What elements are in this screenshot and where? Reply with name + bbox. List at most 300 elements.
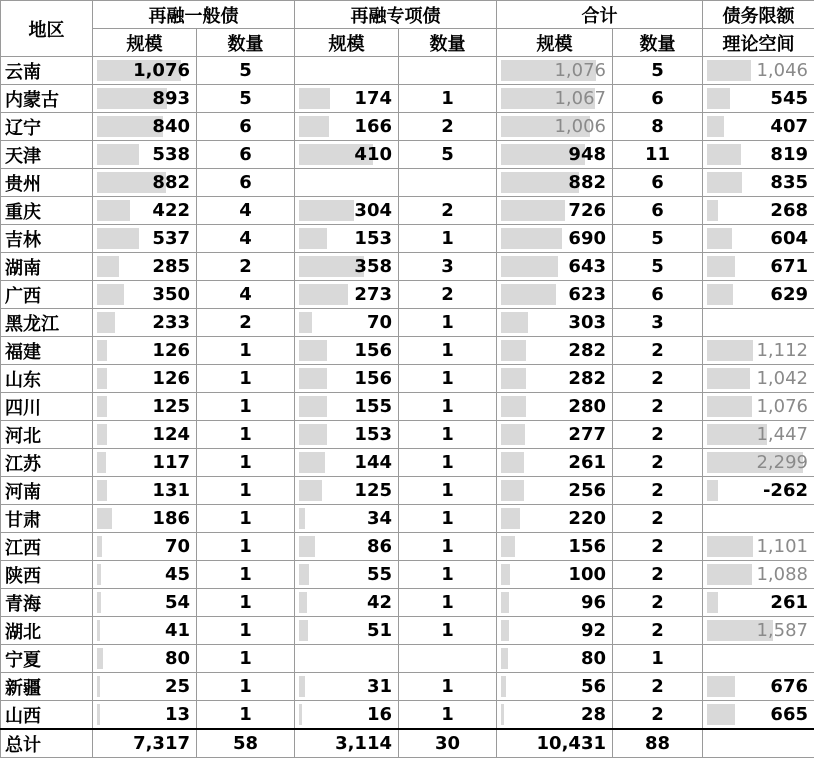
special-scale-cell — [295, 57, 399, 85]
space-value: 604 — [770, 228, 808, 249]
total-scale-cell — [497, 393, 613, 421]
special-scale-bar — [299, 704, 302, 725]
general-count-cell: 6 — [197, 113, 295, 141]
total-scale-cell — [497, 701, 613, 730]
space-bar — [707, 676, 735, 697]
total-scale-cell — [497, 645, 613, 673]
special-scale-value: 51 — [366, 620, 392, 641]
space-cell — [703, 309, 814, 337]
total-scale-cell — [497, 589, 613, 617]
space-value: 1,076 — [756, 396, 808, 417]
space-bar — [707, 60, 751, 81]
region-cell: 吉林 — [1, 225, 93, 253]
general-scale-bar — [97, 396, 107, 417]
total-scale-bar — [501, 312, 528, 333]
special-scale-cell — [295, 449, 399, 477]
total-scale-bar — [501, 592, 509, 613]
special-scale-cell — [295, 505, 399, 533]
special-scale-cell — [295, 533, 399, 561]
general-count-cell: 1 — [197, 365, 295, 393]
header-space-line1: 债务限额 — [703, 1, 814, 29]
total-scale-cell — [497, 505, 613, 533]
total-scale-cell — [497, 449, 613, 477]
space-value: 545 — [770, 88, 808, 109]
general-scale-bar — [97, 676, 100, 697]
general-scale-cell — [93, 281, 197, 309]
table-row — [1, 141, 814, 169]
total-scale-cell — [497, 309, 613, 337]
region-cell: 新疆 — [1, 673, 93, 701]
general-scale-value: 54 — [164, 592, 190, 613]
total-count-cell: 2 — [613, 589, 703, 617]
special-scale-value: 156 — [354, 368, 392, 389]
special-count-cell — [399, 645, 497, 673]
general-scale-cell — [93, 449, 197, 477]
total-scale-value: 1,067 — [554, 88, 606, 109]
general-scale-cell — [93, 421, 197, 449]
special-scale-bar — [299, 480, 322, 501]
special-scale-bar — [299, 312, 312, 333]
total-scale-cell — [497, 281, 613, 309]
special-count-cell: 1 — [399, 393, 497, 421]
general-scale-bar — [97, 620, 100, 641]
table-row — [1, 281, 814, 309]
header-special-count: 数量 — [399, 29, 497, 57]
general-count-cell: 5 — [197, 57, 295, 85]
space-bar — [707, 592, 718, 613]
general-scale-bar — [97, 256, 119, 277]
total-scale-cell — [497, 337, 613, 365]
space-cell — [703, 645, 814, 673]
general-scale-cell — [93, 113, 197, 141]
general-scale-cell — [93, 141, 197, 169]
general-scale-cell — [93, 85, 197, 113]
total-scale-cell — [497, 561, 613, 589]
region-cell: 山西 — [1, 701, 93, 730]
space-cell — [703, 57, 814, 85]
total-scale-value: 100 — [568, 564, 606, 585]
general-scale-value: 126 — [152, 340, 190, 361]
space-bar — [707, 704, 735, 725]
table-row — [1, 505, 814, 533]
region-cell: 内蒙古 — [1, 85, 93, 113]
region-cell: 广西 — [1, 281, 93, 309]
table-row — [1, 225, 814, 253]
general-scale-value: 25 — [164, 676, 190, 697]
total-special-scale: 3,114 — [295, 729, 399, 758]
total-count-cell: 5 — [613, 57, 703, 85]
general-scale-bar — [97, 704, 100, 725]
general-scale-value: 125 — [152, 396, 190, 417]
general-count-cell: 4 — [197, 197, 295, 225]
space-cell — [703, 197, 814, 225]
general-scale-value: 13 — [164, 704, 190, 725]
total-scale-value: 1,006 — [554, 116, 606, 137]
special-scale-cell — [295, 365, 399, 393]
special-scale-value: 31 — [366, 676, 392, 697]
general-count-cell: 1 — [197, 589, 295, 617]
table-row — [1, 197, 814, 225]
general-scale-cell — [93, 225, 197, 253]
total-count-cell: 11 — [613, 141, 703, 169]
total-scale-cell — [497, 617, 613, 645]
general-scale-cell — [93, 309, 197, 337]
space-value: 819 — [770, 144, 808, 165]
space-cell — [703, 701, 814, 730]
special-count-cell: 1 — [399, 533, 497, 561]
special-scale-bar — [299, 340, 327, 361]
space-value: 835 — [770, 172, 808, 193]
total-scale-value: 156 — [568, 536, 606, 557]
total-scale-value: 80 — [580, 648, 606, 669]
total-count-cell: 6 — [613, 281, 703, 309]
general-scale-bar — [97, 508, 112, 529]
space-bar — [707, 536, 753, 557]
general-count-cell: 6 — [197, 141, 295, 169]
space-value: 261 — [770, 592, 808, 613]
total-scale-value: 690 — [568, 228, 606, 249]
space-value: 268 — [770, 200, 808, 221]
general-count-cell: 2 — [197, 253, 295, 281]
total-scale-cell — [497, 253, 613, 281]
header-general-scale: 规模 — [93, 29, 197, 57]
special-scale-value: 358 — [354, 256, 392, 277]
special-scale-cell — [295, 85, 399, 113]
region-cell: 陕西 — [1, 561, 93, 589]
special-scale-bar — [299, 116, 329, 137]
space-cell — [703, 449, 814, 477]
general-count-cell: 1 — [197, 505, 295, 533]
space-cell — [703, 505, 814, 533]
total-scale-value: 623 — [568, 284, 606, 305]
total-scale-cell — [497, 477, 613, 505]
space-bar — [707, 256, 735, 277]
total-scale-bar — [501, 620, 509, 641]
table-row — [1, 253, 814, 281]
table-row — [1, 477, 814, 505]
total-count-cell: 1 — [613, 645, 703, 673]
table-row — [1, 617, 814, 645]
region-cell: 天津 — [1, 141, 93, 169]
total-scale-bar — [501, 396, 526, 417]
total-count-cell: 3 — [613, 309, 703, 337]
total-special-count: 30 — [399, 729, 497, 758]
space-bar — [707, 228, 732, 249]
special-scale-cell — [295, 589, 399, 617]
general-scale-value: 350 — [152, 284, 190, 305]
special-count-cell: 1 — [399, 701, 497, 730]
general-scale-value: 80 — [164, 648, 190, 669]
total-scale-value: 277 — [568, 424, 606, 445]
space-cell — [703, 337, 814, 365]
general-scale-value: 840 — [152, 116, 190, 137]
region-cell: 宁夏 — [1, 645, 93, 673]
total-scale-value: 220 — [568, 508, 606, 529]
total-scale-bar — [501, 452, 524, 473]
special-scale-bar — [299, 564, 309, 585]
special-count-cell: 1 — [399, 561, 497, 589]
total-scale-cell — [497, 57, 613, 85]
header-general-count: 数量 — [197, 29, 295, 57]
total-scale-bar — [501, 648, 508, 669]
total-total-count: 88 — [613, 729, 703, 758]
special-scale-value: 70 — [366, 312, 392, 333]
table-row — [1, 589, 814, 617]
space-bar — [707, 200, 718, 221]
special-count-cell: 1 — [399, 421, 497, 449]
general-count-cell: 2 — [197, 309, 295, 337]
space-cell — [703, 589, 814, 617]
region-cell: 黑龙江 — [1, 309, 93, 337]
special-scale-cell — [295, 673, 399, 701]
total-count-cell: 2 — [613, 365, 703, 393]
general-scale-bar — [97, 480, 107, 501]
special-scale-cell — [295, 337, 399, 365]
region-cell: 山东 — [1, 365, 93, 393]
region-cell: 青海 — [1, 589, 93, 617]
table-row — [1, 365, 814, 393]
general-scale-cell — [93, 197, 197, 225]
general-count-cell: 1 — [197, 337, 295, 365]
total-count-cell: 2 — [613, 561, 703, 589]
general-count-cell: 4 — [197, 281, 295, 309]
total-scale-bar — [501, 480, 524, 501]
general-count-cell: 1 — [197, 617, 295, 645]
special-scale-value: 273 — [354, 284, 392, 305]
space-cell — [703, 477, 814, 505]
general-scale-bar — [97, 144, 139, 165]
table-body — [1, 57, 814, 730]
general-scale-cell — [93, 169, 197, 197]
special-scale-value: 304 — [354, 200, 392, 221]
space-bar — [707, 172, 742, 193]
total-scale-value: 882 — [568, 172, 606, 193]
general-scale-bar — [97, 452, 106, 473]
table-row — [1, 561, 814, 589]
special-count-cell: 2 — [399, 281, 497, 309]
total-general-count: 58 — [197, 729, 295, 758]
special-scale-value: 34 — [366, 508, 392, 529]
header-space-line2: 理论空间 — [703, 29, 814, 57]
general-scale-cell — [93, 533, 197, 561]
region-cell: 云南 — [1, 57, 93, 85]
special-scale-bar — [299, 200, 354, 221]
total-count-cell: 2 — [613, 673, 703, 701]
region-cell: 河南 — [1, 477, 93, 505]
space-value: 671 — [770, 256, 808, 277]
total-count-cell: 2 — [613, 477, 703, 505]
general-count-cell: 5 — [197, 85, 295, 113]
special-scale-cell — [295, 393, 399, 421]
special-count-cell: 1 — [399, 309, 497, 337]
special-count-cell: 2 — [399, 197, 497, 225]
general-scale-value: 233 — [152, 312, 190, 333]
space-cell — [703, 393, 814, 421]
special-count-cell: 1 — [399, 337, 497, 365]
general-count-cell: 1 — [197, 701, 295, 730]
general-count-cell: 6 — [197, 169, 295, 197]
header-general: 再融一般债 — [93, 1, 295, 29]
space-cell — [703, 673, 814, 701]
general-scale-value: 45 — [164, 564, 190, 585]
total-count-cell: 2 — [613, 393, 703, 421]
space-bar — [707, 116, 724, 137]
total-count-cell: 6 — [613, 169, 703, 197]
general-scale-value: 422 — [152, 200, 190, 221]
special-scale-cell — [295, 617, 399, 645]
space-bar — [707, 144, 741, 165]
total-count-cell: 8 — [613, 113, 703, 141]
general-scale-bar — [97, 368, 107, 389]
general-scale-bar — [97, 564, 101, 585]
total-scale-value: 303 — [568, 312, 606, 333]
special-scale-value: 410 — [354, 144, 392, 165]
special-scale-cell — [295, 225, 399, 253]
special-scale-bar — [299, 88, 330, 109]
special-count-cell: 1 — [399, 617, 497, 645]
special-count-cell: 1 — [399, 505, 497, 533]
general-scale-bar — [97, 648, 103, 669]
space-value: 1,112 — [756, 340, 808, 361]
general-scale-bar — [97, 424, 107, 445]
space-cell — [703, 225, 814, 253]
special-scale-cell — [295, 113, 399, 141]
special-count-cell: 1 — [399, 225, 497, 253]
special-scale-bar — [299, 676, 305, 697]
region-cell: 河北 — [1, 421, 93, 449]
table-row — [1, 309, 814, 337]
total-label: 总计 — [1, 729, 93, 758]
special-scale-cell — [295, 421, 399, 449]
region-cell: 江西 — [1, 533, 93, 561]
region-cell: 四川 — [1, 393, 93, 421]
special-count-cell: 1 — [399, 365, 497, 393]
total-scale-value: 643 — [568, 256, 606, 277]
general-scale-cell — [93, 393, 197, 421]
total-scale-bar — [501, 424, 525, 445]
general-scale-value: 41 — [164, 620, 190, 641]
special-count-cell: 1 — [399, 477, 497, 505]
total-scale-cell — [497, 169, 613, 197]
general-scale-value: 537 — [152, 228, 190, 249]
space-value: 629 — [770, 284, 808, 305]
general-count-cell: 4 — [197, 225, 295, 253]
special-scale-bar — [299, 592, 307, 613]
total-count-cell: 2 — [613, 617, 703, 645]
general-scale-cell — [93, 645, 197, 673]
total-scale-cell — [497, 85, 613, 113]
special-scale-cell — [295, 309, 399, 337]
special-count-cell: 1 — [399, 85, 497, 113]
total-scale-value: 96 — [580, 592, 606, 613]
total-count-cell: 6 — [613, 85, 703, 113]
space-value: 1,088 — [756, 564, 808, 585]
general-scale-cell — [93, 253, 197, 281]
special-scale-value: 55 — [366, 564, 392, 585]
total-scale-cell — [497, 533, 613, 561]
header-special: 再融专项债 — [295, 1, 497, 29]
space-bar — [707, 340, 753, 361]
region-cell: 贵州 — [1, 169, 93, 197]
total-count-cell: 2 — [613, 533, 703, 561]
special-scale-bar — [299, 508, 305, 529]
special-scale-bar — [299, 228, 327, 249]
table-row — [1, 533, 814, 561]
special-scale-bar — [299, 452, 325, 473]
special-scale-bar — [299, 536, 315, 557]
total-total-scale: 10,431 — [497, 729, 613, 758]
general-scale-value: 131 — [152, 480, 190, 501]
total-row — [1, 729, 814, 758]
special-scale-value: 153 — [354, 424, 392, 445]
total-scale-bar — [501, 340, 526, 361]
total-count-cell: 2 — [613, 701, 703, 730]
space-bar — [707, 396, 752, 417]
space-cell — [703, 365, 814, 393]
special-count-cell — [399, 169, 497, 197]
space-cell — [703, 281, 814, 309]
total-scale-bar — [501, 676, 506, 697]
region-cell: 江苏 — [1, 449, 93, 477]
general-scale-cell — [93, 365, 197, 393]
total-count-cell: 2 — [613, 337, 703, 365]
special-scale-value: 155 — [354, 396, 392, 417]
space-value: -262 — [762, 480, 808, 501]
total-scale-cell — [497, 141, 613, 169]
general-scale-bar — [97, 284, 124, 305]
space-bar — [707, 88, 730, 109]
general-scale-cell — [93, 505, 197, 533]
total-scale-value: 948 — [568, 144, 606, 165]
special-scale-cell — [295, 169, 399, 197]
special-scale-cell — [295, 253, 399, 281]
header-region: 地区 — [1, 1, 93, 57]
general-scale-value: 186 — [152, 508, 190, 529]
total-general-scale: 7,317 — [93, 729, 197, 758]
special-scale-cell — [295, 561, 399, 589]
total-scale-cell — [497, 197, 613, 225]
general-scale-value: 538 — [152, 144, 190, 165]
total-scale-value: 280 — [568, 396, 606, 417]
general-scale-value: 285 — [152, 256, 190, 277]
special-scale-cell — [295, 141, 399, 169]
general-count-cell: 1 — [197, 449, 295, 477]
special-scale-value: 42 — [366, 592, 392, 613]
region-cell: 福建 — [1, 337, 93, 365]
space-cell — [703, 141, 814, 169]
total-scale-value: 726 — [568, 200, 606, 221]
general-scale-cell — [93, 57, 197, 85]
special-scale-bar — [299, 424, 327, 445]
table-row — [1, 393, 814, 421]
special-scale-value: 16 — [366, 704, 392, 725]
total-count-cell: 5 — [613, 225, 703, 253]
total-space — [703, 729, 814, 758]
total-scale-value: 1,076 — [554, 60, 606, 81]
table-row — [1, 57, 814, 85]
total-count-cell: 5 — [613, 253, 703, 281]
table-row — [1, 701, 814, 730]
table-row — [1, 449, 814, 477]
space-cell — [703, 85, 814, 113]
general-count-cell: 1 — [197, 393, 295, 421]
total-scale-cell — [497, 421, 613, 449]
space-bar — [707, 368, 750, 389]
total-scale-cell — [497, 365, 613, 393]
general-scale-value: 117 — [152, 452, 190, 473]
total-scale-value: 28 — [580, 704, 606, 725]
general-scale-value: 882 — [152, 172, 190, 193]
